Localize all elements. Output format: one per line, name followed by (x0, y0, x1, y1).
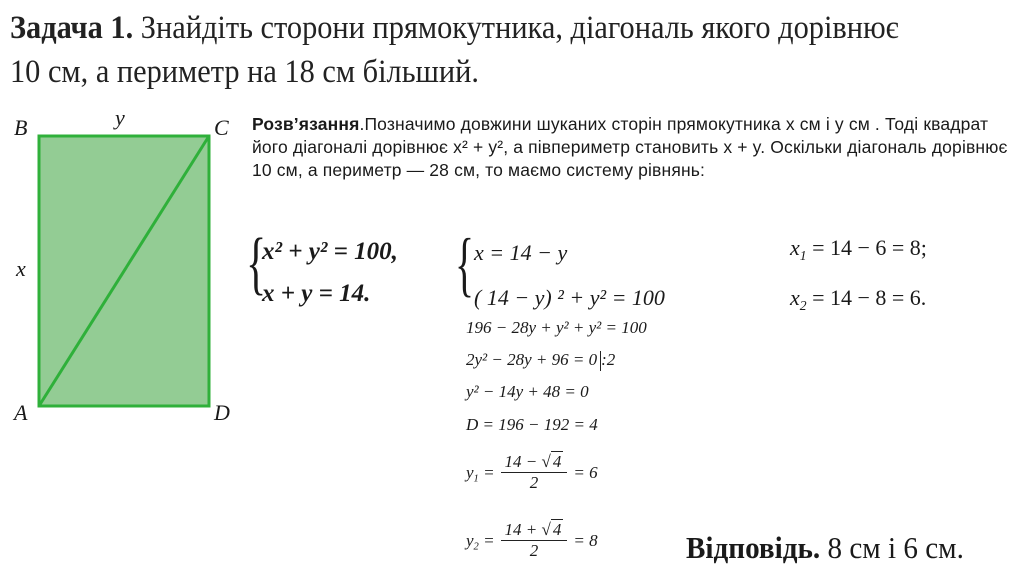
vertex-label-a: A (14, 400, 28, 425)
root-x2 (790, 285, 926, 311)
system2-brace: { (455, 224, 475, 304)
step-expand: 196 − 28y + y² + y² = 100 (466, 318, 647, 337)
answer-text: 8 см і 6 см. (820, 530, 964, 565)
system1-brace: { (246, 225, 267, 302)
y2-numerator: 14 + √ 4 (504, 520, 562, 539)
root-x1 (790, 235, 927, 261)
y2-sub: 2 (473, 541, 479, 553)
y2-lhs: $y_2$ = (466, 530, 495, 553)
side-label-x: x (16, 256, 26, 281)
system1-eq1-text: x² + y² = 100, (262, 238, 398, 265)
system2-eq1 (474, 240, 567, 266)
x2-sub: 2 (799, 297, 807, 313)
step-y1 (466, 452, 598, 493)
y1-numerator: 14 − √ 4 (504, 452, 562, 471)
solution-text: .Позначимо довжини шуканих сторін прямокутника x см і y см . Тоді квадрат його діагоналі дорівнює x² + y², а півпериметр становить x + y. Оскільки діагональ дорівнює 10 см, а периметр — 28 см, то маємо систему рівнянь: (252, 114, 1008, 180)
task-text: Знайдіть сторони прямокутника, діагональ якого дорівнює 10 см, а периметр на 18 см більший. (10, 10, 899, 90)
task-label: Задача 1. (10, 10, 134, 46)
y2-denominator: 2 (501, 540, 568, 561)
system2-eq2 (474, 285, 665, 311)
step-reduced: y² − 14y + 48 = 0 (466, 382, 589, 401)
vertex-label-c: C (214, 115, 229, 140)
step-divisor: :2 (601, 350, 616, 369)
x1-rhs: = 14 − 6 = 8; (806, 235, 927, 260)
y1-radicand: 4 (552, 452, 562, 471)
y1-denominator: 2 (501, 472, 568, 493)
x2-rhs: = 14 − 8 = 6. (806, 285, 927, 310)
solution-label: Розв’язання (252, 114, 360, 134)
system2-eq2-text: ( 14 − y) ² + y² = 100 (474, 285, 665, 310)
y1-lhs: $y_1$ = (466, 462, 495, 485)
solution-paragraph (252, 113, 1017, 182)
y1-sub: 1 (473, 473, 479, 485)
vertex-label-d: D (214, 400, 230, 425)
step-y2 (466, 520, 598, 561)
vertex-label-b: B (14, 115, 28, 140)
y1-var: y (466, 462, 474, 482)
step-discriminant: D = 196 − 192 = 4 (466, 415, 598, 434)
y2-fraction (501, 520, 568, 561)
answer (686, 530, 964, 566)
y2-result: = 8 (573, 530, 598, 550)
system1-eq1 (262, 238, 398, 266)
y2-num-a: 14 + (504, 520, 542, 539)
x1-sub: 1 (799, 247, 807, 263)
y2-radicand: 4 (552, 520, 562, 539)
system2-eq1-text: x = 14 − y (474, 240, 568, 265)
system1-eq2 (262, 280, 370, 308)
y1-result: = 6 (573, 462, 598, 482)
y1-fraction (501, 452, 568, 493)
step-quadratic-text: 2y² − 28y + 96 = 0 (466, 350, 598, 369)
y1-num-a: 14 − (504, 452, 542, 471)
answer-label: Відповідь. (686, 530, 821, 565)
rectangle-figure (0, 0, 250, 440)
x2-var: x (790, 285, 800, 310)
system1-eq2-text: x + y = 14. (262, 280, 371, 307)
y2-var: y (466, 530, 474, 550)
side-label-y: y (115, 105, 125, 130)
x1-var: x (790, 235, 800, 260)
step-quadratic (466, 350, 615, 371)
